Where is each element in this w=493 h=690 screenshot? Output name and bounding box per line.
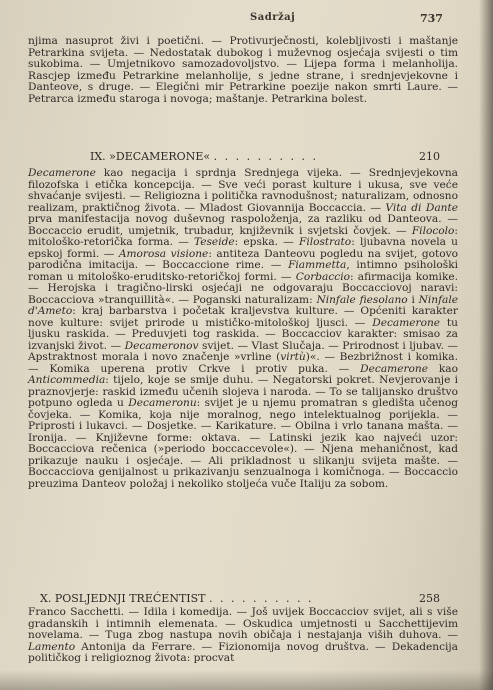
italic-title: Decameronu — [128, 397, 197, 409]
text-run: prva manifestacija novog duševnog raspoloženja, za razliku od Danteova. — Boccaccio erudit, umjetnik, trubadur, književnik i svjetski čovjek. — — [28, 213, 458, 237]
paragraph-petrarca: njima nasuprot živi i poetični. — Protivurječnosti, kolebljivosti i maštanje Petrarkina svijeta. — Nedostatak dubokog i muževnog osjećaja svijesti o tim sukobima. — Umjetnikovo samozadovoljstvo. — Lijepa forma i melanholija. Rascjep između Petrarkine melanholije, s jedne strane, i srednjevjekovne i Danteove, s druge. — Elegični mir Petrarkine poezije nakon smrti Laure. — Petrarca između staroga i novoga; maštanje. Petrarkina bolest. — [28, 35, 458, 105]
text-run: : antiteza Danteovu pogledu na svijet, gotovo parodična imitacija. — Boccaccione rime. — — [28, 247, 458, 271]
chapter-heading-ix — [90, 150, 440, 163]
page-bottom-shadow — [0, 670, 493, 690]
text-run: )«. — Bezbrižnost i komika. — Komika uperena protiv Crkve i protiv puka. — — [28, 351, 458, 375]
text-run: kao — [428, 362, 458, 375]
page-number: 737 — [420, 12, 443, 25]
italic-title: Fiammetta — [288, 259, 347, 271]
italic-title: Decamerone — [372, 316, 441, 329]
italic-title: Filocolo — [411, 224, 455, 237]
page-edge-shadow — [479, 0, 493, 690]
text-run: : afirmacija komike. — Herojska i tragično-lirski osjećaji ne odgovaraju Boccacciovoj naravi: Boccacciova »tranquillità«. — Poganski naturalizam: — [28, 270, 458, 306]
chapter-title: IX. »DECAMERONE« — [90, 150, 211, 163]
text-run: i — [407, 293, 419, 306]
chapter-page-number: 258 — [419, 592, 440, 605]
text-run: : mitološko-retorička forma. — — [28, 224, 458, 248]
chapter-page-number: 210 — [419, 150, 440, 163]
text-run: : epska. — — [234, 236, 299, 248]
text-run: tu ljusku raskida. — Preduvjeti tog raskida. — Boccacciov karakter: smisao za izvanjski život. — — [28, 316, 458, 352]
paragraph-sacchetti — [28, 607, 458, 665]
text-run: , intimno psihološki roman u mitološko-eruditsko-retoričkoj formi. — — [28, 259, 458, 283]
text-run: : kraj barbarstva i početak kraljevstva kulture. — Općeniti karakter nove kulture: svijet prirode u mističko-mitološkoj ljusci. — — [28, 305, 458, 329]
paragraph-decamerone — [28, 168, 458, 490]
text-run: kao negacija i sprdnja Srednjega vijeka. — Srednjevjekovna filozofska i etička koncepcija. — Sve veći porast kulture i ukusa, sve veće shvaćanje svijesti. — Religiozna i politička ravnodušnost; naturalizam, odnosno realizam, praktičnog života. — Mladost Giovannija Boccaccia. — — [28, 167, 458, 214]
italic-title: Decamerone — [360, 362, 429, 375]
chapter-title: X. POSLJEDNJI TREĆENTIST — [40, 592, 206, 605]
italic-title: Teseide — [193, 236, 235, 248]
italic-title: Decameronov — [124, 339, 199, 352]
text-run: : tijelo, koje se smije duhu. — Negatorski pokret. Nevjerovanje i praznovjerje: raskid između učenih slojeva i naroda. — To se talijansko društvo potpuno ogleda u — [28, 374, 458, 409]
italic-title: Ninfale fiesolano — [316, 293, 408, 306]
text-run: Antonija da Ferrare. — Fizionomija novog društva. — Dekadencija političkog i religioznog života: procvat — [28, 640, 458, 664]
italic-title: Lamento — [28, 640, 76, 653]
italic-title: Filostrato — [298, 236, 352, 248]
running-title: Sadržaj — [250, 12, 296, 23]
italic-title: Corbaccio — [295, 270, 350, 283]
italic-title: virtù — [280, 351, 306, 363]
text-run: : svijet je u njemu promatran s gledišta učenog čovjeka. — Komika, koja nije moralnog, nego intelektualnog porijekla. — Priprosti i lukavci. — Dosjetke. — Karikature. — Obilna i vrlo tanana mašta. — Ironija. — Književne forme: oktava. — Latinski jezik kao najveći uzor: Boccacciova rečenica (»periodo boccaccevole«). — Njena mehaničnost, kad prikazuje nauku i osjećaje. — Ali prikladnost u slikanju svijeta mašte. — Boccacciova genijalnost u prikazivanju senzualnoga i komičnoga. — Boccaccio preuzima Danteov položaj i nekoliko stoljeća vuče Italiju za sobom. — [28, 397, 459, 490]
text-run: svijet. — Vlast Slučaja. — Prirodnost i ljubav. — Apstraktnost morala i novo značenje »vrline ( — [28, 339, 458, 363]
italic-title: Decamerone — [28, 167, 96, 179]
italic-title: Amorosa visione — [118, 247, 209, 260]
leader-dots: . . . . . . . . . . — [209, 592, 314, 605]
italic-title: Ninfale d'Ameto — [28, 293, 458, 317]
text-run: : ljubavna novela u epskoj formi. — — [28, 236, 459, 260]
text-run: Franco Sacchetti. — Idila i komedija. — Još uvijek Boccacciov svijet, ali s više gradanskih i intimnih elemenata. — Oskudica umjetnosti u Sacchettijevim novelama. — Tuga zbog nastupa novih običaja i nestajanja viših duhova. — — [28, 606, 458, 641]
italic-title: Vita di Dante — [385, 201, 458, 214]
chapter-heading-x — [40, 592, 440, 605]
italic-title: Anticommedia — [28, 374, 106, 386]
page-header — [0, 12, 493, 28]
leader-dots: . . . . . . . . . . — [213, 150, 319, 163]
